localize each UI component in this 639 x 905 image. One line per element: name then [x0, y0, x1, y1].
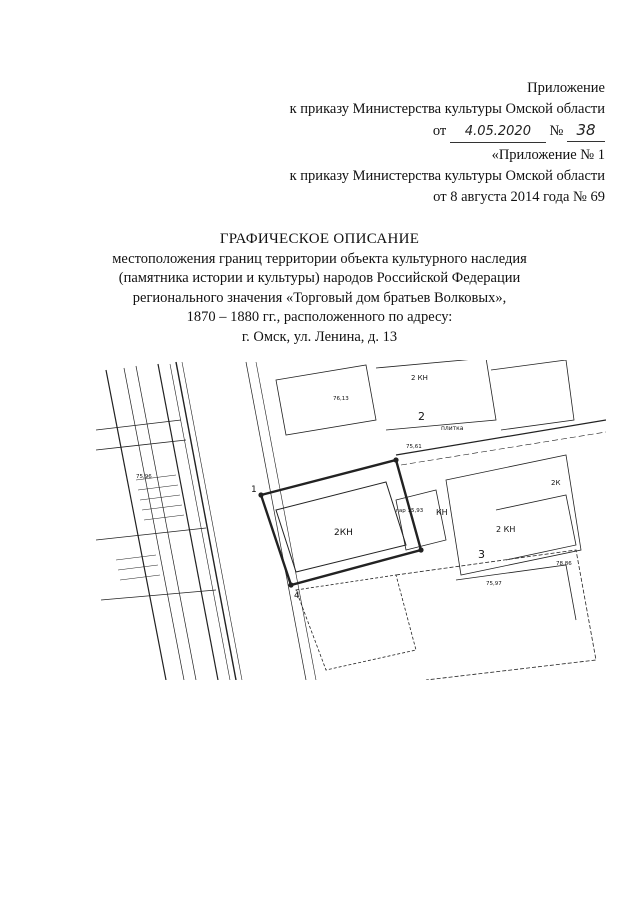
- appendix-label: Приложение: [527, 80, 605, 96]
- elevation-d: 78,86: [556, 561, 572, 567]
- elevation-c: 75,97: [486, 581, 502, 587]
- from-label: от: [432, 123, 447, 139]
- building-label: 2КН: [334, 528, 353, 538]
- 2k-label-far-right: 2К: [551, 479, 561, 487]
- boundary-plan-map: [96, 360, 606, 680]
- elevation-a: 76,13: [333, 396, 349, 402]
- title-heading: ГРАФИЧЕСКОЕ ОПИСАНИЕ: [219, 231, 420, 247]
- 2kn-label-top: 2 КН: [411, 374, 428, 382]
- title-line-1: местоположения границ территории объекта культурного наследия: [112, 250, 527, 267]
- 2kn-label-right: 2 КН: [496, 525, 516, 534]
- paved-label: плитка: [441, 425, 464, 432]
- order-reference: к приказу Министерства культуры Омской области: [289, 101, 605, 117]
- point-4: 4: [294, 591, 300, 601]
- title-line-5: г. Омск, ул. Ленина, д. 13: [241, 328, 398, 345]
- kn-label-right: КН: [436, 508, 448, 517]
- title-line-2: (памятника истории и культуры) народов Российской Федерации: [118, 270, 521, 286]
- appendix-header: [290, 78, 605, 143]
- elevation-e: 75,96: [136, 474, 152, 480]
- point-1: 1: [251, 485, 257, 495]
- document-title: [0, 230, 639, 347]
- boundary-plan-drawing: [96, 360, 606, 680]
- point-3: 3: [478, 548, 485, 561]
- handwritten-number: 38: [567, 120, 605, 142]
- order-date-line: [290, 120, 605, 143]
- elevation-b: 75,61: [406, 444, 422, 450]
- prior-order-reference: к приказу Министерства культуры Омской области: [289, 168, 605, 184]
- prior-order-date: от 8 августа 2014 года № 69: [433, 189, 605, 205]
- point-2: 2: [418, 410, 425, 423]
- garage-label: гар 15,93: [396, 508, 424, 514]
- handwritten-date: 4.05.2020: [450, 121, 546, 143]
- title-line-4: 1870 – 1880 гг., расположенного по адресу:: [186, 309, 453, 325]
- prior-appendix-label: «Приложение № 1: [491, 147, 605, 163]
- prior-appendix-header: [290, 145, 605, 208]
- number-label: №: [549, 123, 564, 139]
- title-line-3: регионального значения «Торговый дом братьев Волковых»,: [132, 289, 507, 306]
